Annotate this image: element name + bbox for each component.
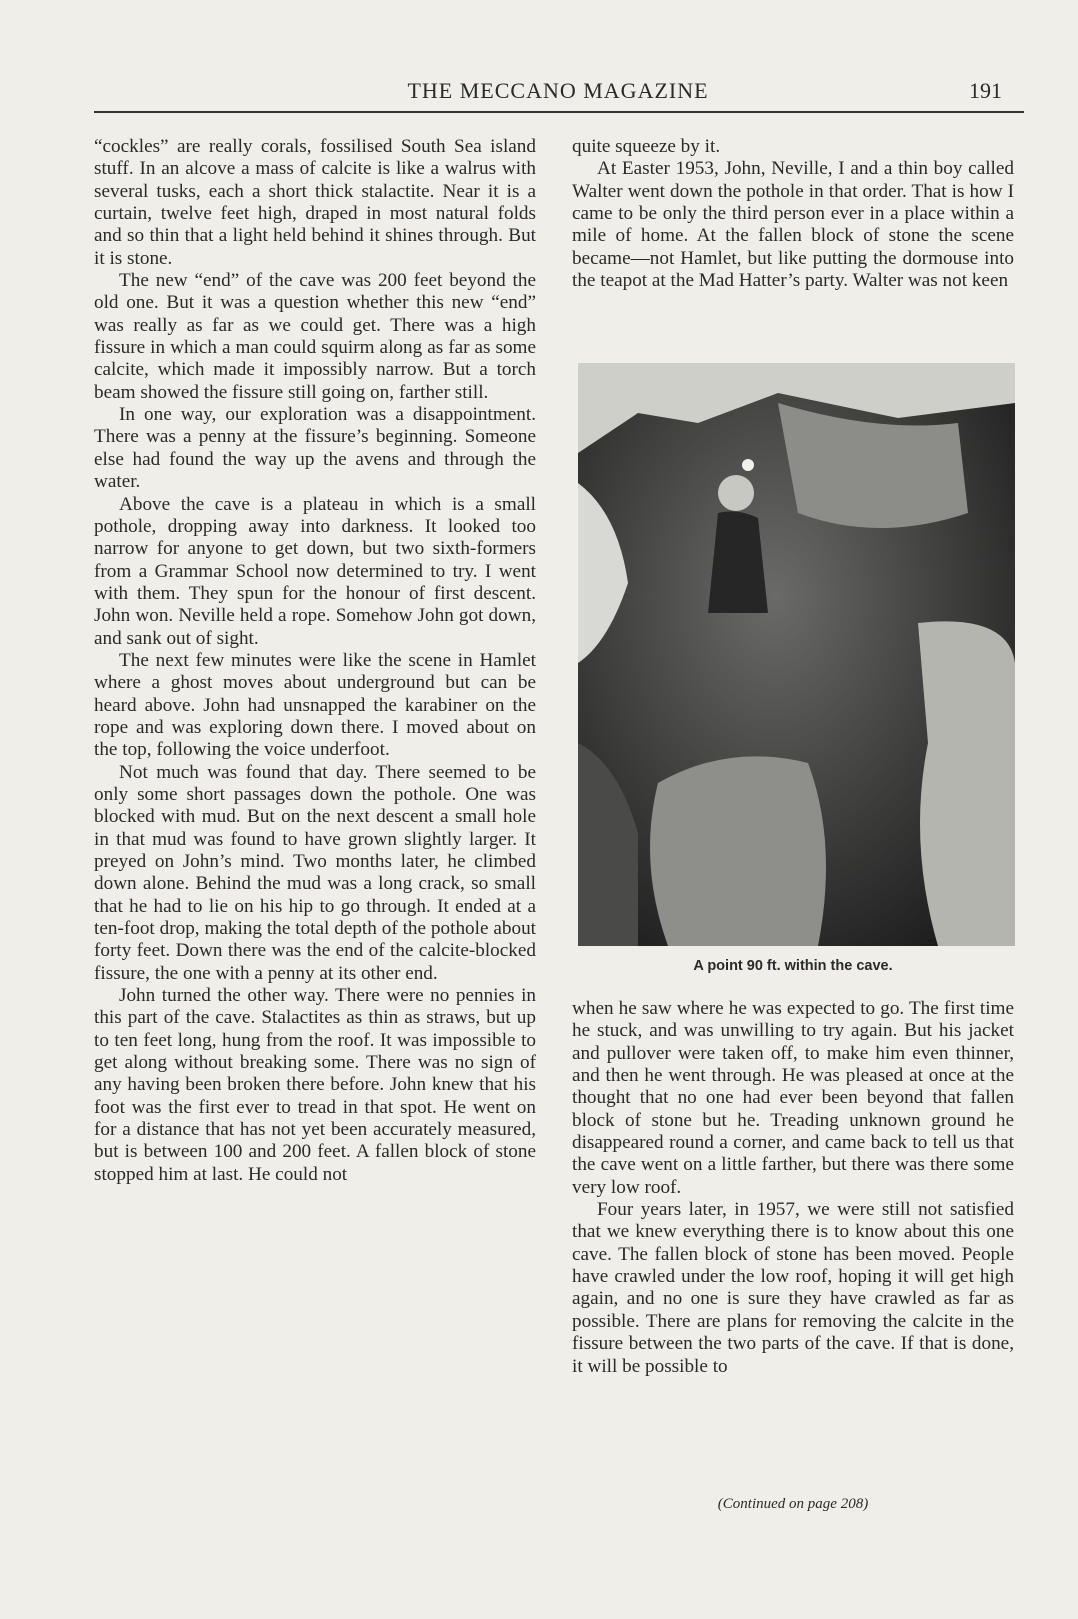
- paragraph: Four years later, in 1957, we were still not satisfied that we knew everything there is to know about this one cave. The fallen block of stone has been moved. People have crawled under the low roof, hoping it will get high again, and no one is sure they have crawled as far as possible. There are plans for removing the calcite in the fissure between the two parts of the cave. If that is done, it will be possible to: [572, 1199, 1014, 1377]
- right-column-bottom: [572, 998, 1014, 1378]
- paragraph: The next few minutes were like the scene in Hamlet where a ghost moves about underground but can be heard above. John had unsnapped the karabiner on the rope and was exploring down there. I moved about on the top, following the voice underfoot.: [94, 649, 536, 761]
- page-number: 191: [969, 78, 1002, 103]
- continued-note: (Continued on page 208): [717, 1496, 869, 1512]
- cave-photo: [578, 363, 1015, 946]
- paragraph: when he saw where he was expected to go. The first time he stuck, and was unwilling to try again. But his jacket and pullover were taken off, to make him even thinner, and then he went through. He was pleased at once at the thought that no one had ever been beyond that fallen block of stone but he. Treading unknown ground he disappeared round a corner, and came back to tell us that the cave went on a little farther, but there was there some very low roof.: [572, 998, 1014, 1198]
- paragraph: Above the cave is a plateau in which is a small pothole, dropping away into darkness. It looked too narrow for anyone to get down, but two sixth-formers from a Grammar School now determined to try. I went with them. They spun for the honour of first descent. John won. Neville held a rope. Somehow John got down, and sank out of sight.: [94, 493, 536, 649]
- paragraph: “cockles” are really corals, fossilised South Sea island stuff. In an alcove a mass of calcite is like a walrus with several tusks, each a short thick stalactite. Near it is a curtain, twelve feet high, draped in most natural folds and so thin that a light held behind it shines through. But it is stone.: [94, 136, 536, 269]
- paragraph: quite squeeze by it.: [572, 136, 721, 157]
- paragraph: John turned the other way. There were no pennies in this part of the cave. Stalactites as thin as straws, but up to ten feet long, hung from the roof. It was impossible to get along without breaking some. There was no sign of any having been broken there before. John knew that his foot was the first ever to tread in that spot. He went on for a distance that has not yet been accurately measured, but is between 100 and 200 feet. A fallen block of stone stopped him at last. He could not: [94, 985, 536, 1185]
- photo-caption: A point 90 ft. within the cave.: [693, 958, 893, 974]
- right-column-top: [572, 136, 1014, 292]
- left-column: [94, 136, 536, 1186]
- cave-photo-image: [578, 363, 1015, 946]
- paragraph: Not much was found that day. There seemed to be only some short passages down the pothole. One was blocked with mud. But on the next descent a small hole in that mud was found to have grown slightly larger. It preyed on John’s mind. Two months later, he climbed down alone. Behind the mud was a long crack, so small that he had to lie on his hip to go through. It ended at a ten-foot drop, making the total depth of the pothole about forty feet. Down there was the end of the calcite-blocked fissure, the one with a penny at its other end.: [94, 761, 536, 984]
- header-rule: [94, 111, 1024, 113]
- magazine-title: THE MECCANO MAGAZINE: [407, 78, 709, 103]
- paragraph: At Easter 1953, John, Neville, I and a thin boy called Walter went down the pothole in that order. That is how I came to be only the third person ever in a place within a mile of home. At the fallen block of stone the scene became—not Hamlet, but like putting the dormouse into the teapot at the Mad Hatter’s party. Walter was not keen: [572, 158, 1014, 292]
- paragraph: In one way, our exploration was a disappointment. There was a penny at the fissure’s beginning. Someone else had found the way up the avens and through the water.: [94, 404, 536, 493]
- paragraph: The new “end” of the cave was 200 feet beyond the old one. But it was a question whether this new “end” was really as far as we could get. There was a high fissure in which a man could squirm along as far as some calcite, which made it impossibly narrow. But a torch beam showed the fissure still going on, farther still.: [94, 270, 536, 403]
- page-header: [94, 74, 1022, 104]
